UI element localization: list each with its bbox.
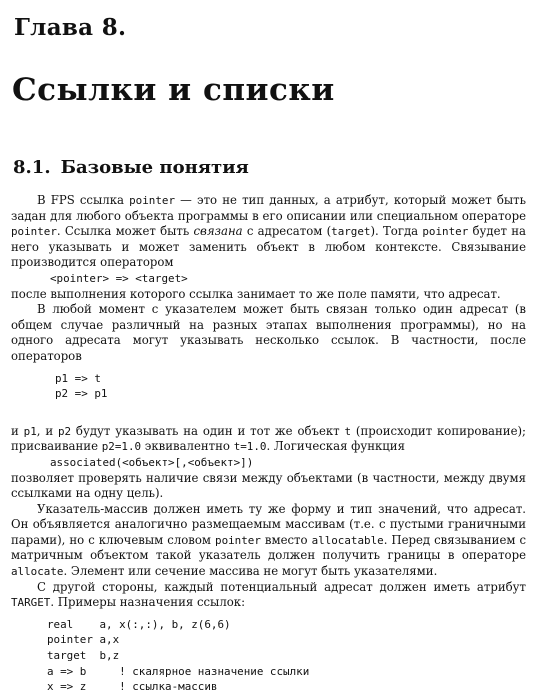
code-term: p1 [23, 424, 37, 438]
paragraph-5: позволяет проверять наличие связи между объектами (в частности, между двумя ссылками на одну цель). [11, 470, 526, 501]
section-title: Базовые понятия [60, 157, 249, 178]
code-term: TARGET [11, 596, 51, 610]
code-line: x => z ! ссылка-массив [47, 680, 218, 694]
text: С другой стороны, каждый потенциальный адресат должен иметь атрибут [37, 579, 526, 594]
text: . Ссылка может быть [56, 224, 194, 239]
text: (происходит копирование); присваивание [11, 423, 526, 454]
paragraph-1 [11, 193, 526, 271]
text: . Перед связыванием с матричным объектом такой указатель должен получить границы в операторе [11, 532, 526, 563]
code-line: pointer a,x [47, 633, 120, 647]
text: вместо [260, 532, 312, 547]
text: Указатель-массив должен иметь ту же форму и тип значений, что адресат. Он объявляется аналогично размещаемым массивам (т.е. с пустыми граничными парами), но с ключевым словом [11, 501, 526, 547]
code-line: a => b ! скалярное назначение ссылки [47, 664, 310, 678]
code-term: p2 [57, 424, 72, 438]
code-line: real a, x(:,:), b, z(6,6) [47, 617, 231, 631]
code-line-pointer-assignment: <pointer> => <target> [50, 271, 188, 285]
code-line: p2 => p1 [55, 387, 108, 401]
code-term: pointer [129, 194, 176, 207]
paragraph-3: В любой момент с указателем может быть связан только один адресат (в общем случае различный на разных этапах выполнения программы), но на одного адресата могут указывать несколько ссылок. В частности, после операторов [11, 302, 526, 363]
text: и [11, 423, 24, 438]
text: В FPS ссылка [37, 193, 130, 207]
text: ). Тогда [370, 224, 423, 239]
paragraph-6 [11, 502, 526, 580]
code-term: pointer [11, 225, 57, 239]
section-number: 8.1. [13, 157, 51, 178]
chapter-title: Ссылки и списки [12, 72, 335, 108]
paragraph-4 [11, 424, 526, 455]
text: . Примеры назначения ссылок: [50, 595, 246, 610]
emphasis: связана [193, 224, 243, 239]
code-line: p1 => t [55, 371, 101, 385]
text: — это не тип данных, а атрибут, который может быть задан для любого объекта программы в его описании или специальном операторе [11, 193, 526, 223]
paragraph-7 [11, 580, 526, 611]
code-line-associated: associated(<объект>[,<объект>]) [50, 455, 254, 469]
code-term: target [331, 225, 371, 239]
code-term: allocatable [311, 533, 384, 547]
text: эквивалентно [141, 439, 234, 454]
code-term: pointer [215, 533, 261, 547]
text: будут указывать на один и тот же объект [71, 423, 345, 438]
code-block-2 [11, 617, 526, 695]
code-block-1 [11, 371, 526, 402]
section-body [11, 193, 526, 695]
paragraph-2: после выполнения которого ссылка занимает то же поле памяти, что адресат. [11, 286, 501, 301]
code-term: t [344, 424, 352, 438]
code-line: target b,z [47, 649, 120, 663]
text: с адресатом ( [242, 224, 332, 239]
text: . Логическая функция [266, 439, 405, 454]
text: . Элемент или сечение массива не могут быть указателями. [63, 564, 438, 579]
code-term: pointer [422, 225, 469, 239]
chapter-label: Глава 8. [14, 14, 127, 41]
code-term: allocate [11, 565, 64, 579]
section-heading [13, 157, 249, 178]
code-term: p2=1.0 [101, 440, 142, 454]
text: будет на него указывать и может заменить объект в любом контексте. Связывание производится оператором [11, 224, 527, 270]
code-term: t=1.0 [233, 440, 267, 454]
text: , и [36, 423, 58, 438]
